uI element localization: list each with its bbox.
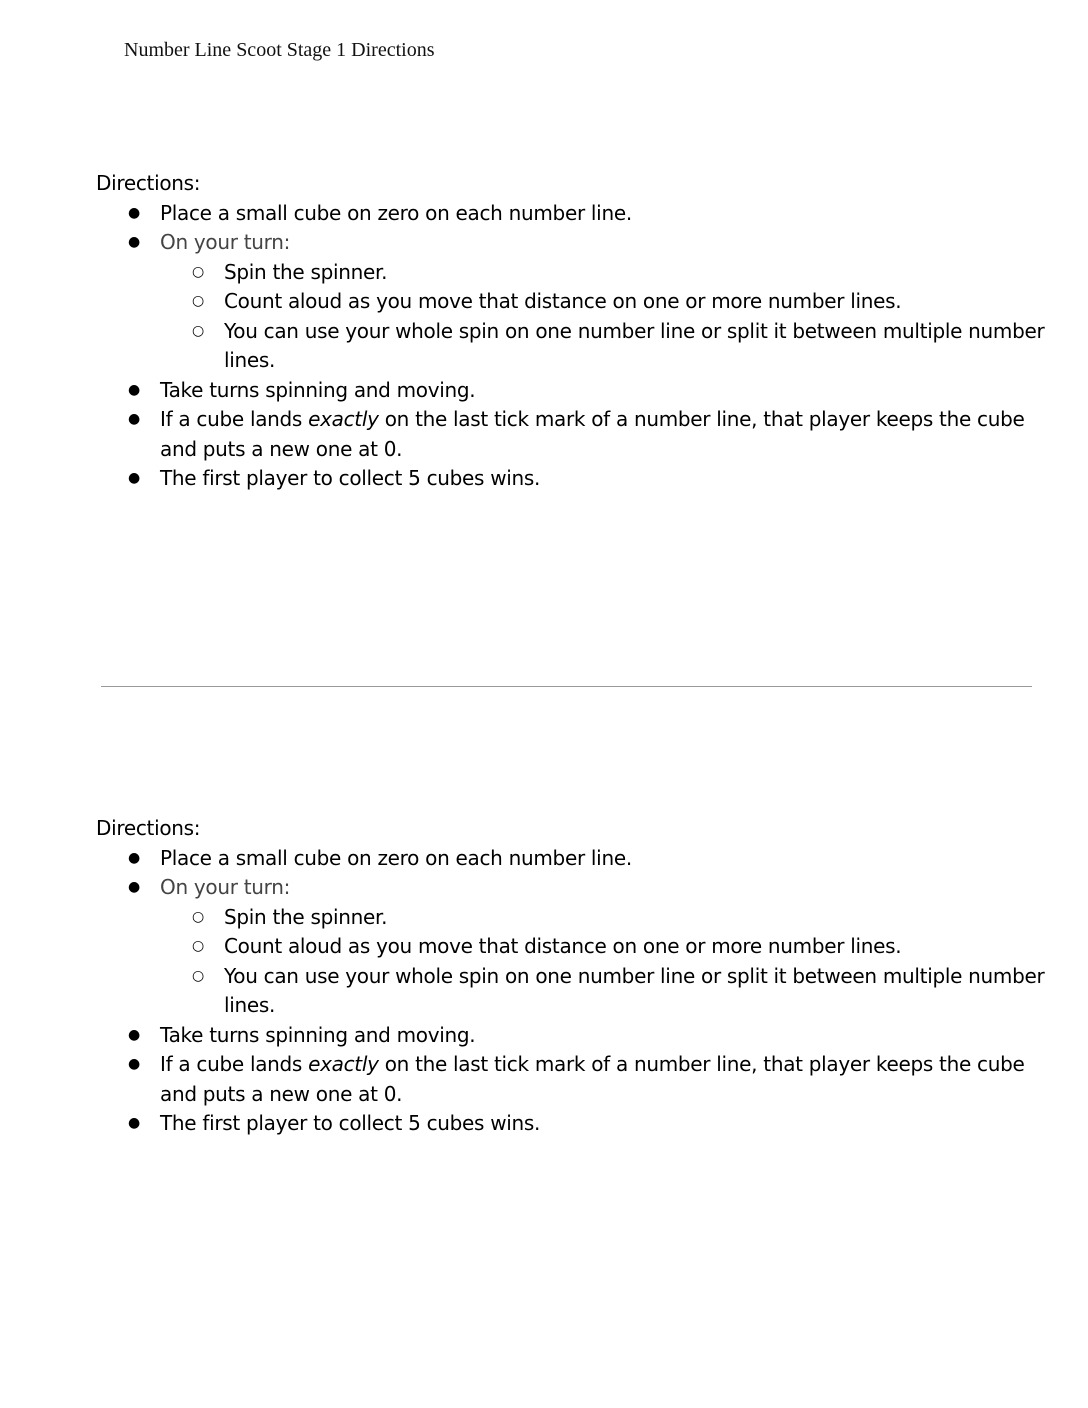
- turn-steps-list: [160, 903, 1046, 1021]
- rule-text-before: If a cube lands: [160, 407, 309, 431]
- list-item: ● The first player to collect 5 cubes wins.: [96, 464, 1046, 494]
- list-item-label: On your turn:: [160, 230, 291, 254]
- list-item: ● Place a small cube on zero on each number line.: [96, 199, 1046, 229]
- directions-heading: Directions:: [96, 171, 201, 195]
- rule-emphasis: exactly: [308, 1052, 379, 1076]
- rule-text-after: on the last tick mark of a number line, that player keeps the cube and puts a new one at 0.: [160, 1052, 1025, 1106]
- sub-list-item: ○ Spin the spinner.: [160, 903, 1046, 933]
- directions-list: [96, 844, 1046, 1139]
- sub-list-item: ○ You can use your whole spin on one number line or split it between multiple number lines.: [160, 962, 1046, 1021]
- list-item: ● Take turns spinning and moving.: [96, 1021, 1046, 1051]
- list-item: ● The first player to collect 5 cubes wins.: [96, 1109, 1046, 1139]
- list-item: ● Place a small cube on zero on each number line.: [96, 844, 1046, 874]
- sub-list-item: ○ Count aloud as you move that distance on one or more number lines.: [160, 932, 1046, 962]
- cut-line-divider: [101, 686, 1032, 687]
- list-item: ● Take turns spinning and moving.: [96, 376, 1046, 406]
- list-item-exact-rule: [96, 1050, 1046, 1109]
- document-title: Number Line Scoot Stage 1 Directions: [124, 39, 435, 61]
- directions-list: [96, 199, 1046, 494]
- list-item-label: On your turn:: [160, 875, 291, 899]
- list-item-exact-rule: [96, 405, 1046, 464]
- directions-heading: Directions:: [96, 816, 201, 840]
- directions-section-1: [96, 169, 1046, 494]
- sub-list-item: ○ You can use your whole spin on one number line or split it between multiple number lines.: [160, 317, 1046, 376]
- rule-text-before: If a cube lands: [160, 1052, 309, 1076]
- sub-list-item: ○ Spin the spinner.: [160, 258, 1046, 288]
- sub-list-item: ○ Count aloud as you move that distance on one or more number lines.: [160, 287, 1046, 317]
- directions-section-2: [96, 814, 1046, 1139]
- list-item-on-your-turn: [96, 228, 1046, 376]
- rule-text-after: on the last tick mark of a number line, that player keeps the cube and puts a new one at 0.: [160, 407, 1025, 461]
- list-item-on-your-turn: [96, 873, 1046, 1021]
- rule-emphasis: exactly: [308, 407, 379, 431]
- turn-steps-list: [160, 258, 1046, 376]
